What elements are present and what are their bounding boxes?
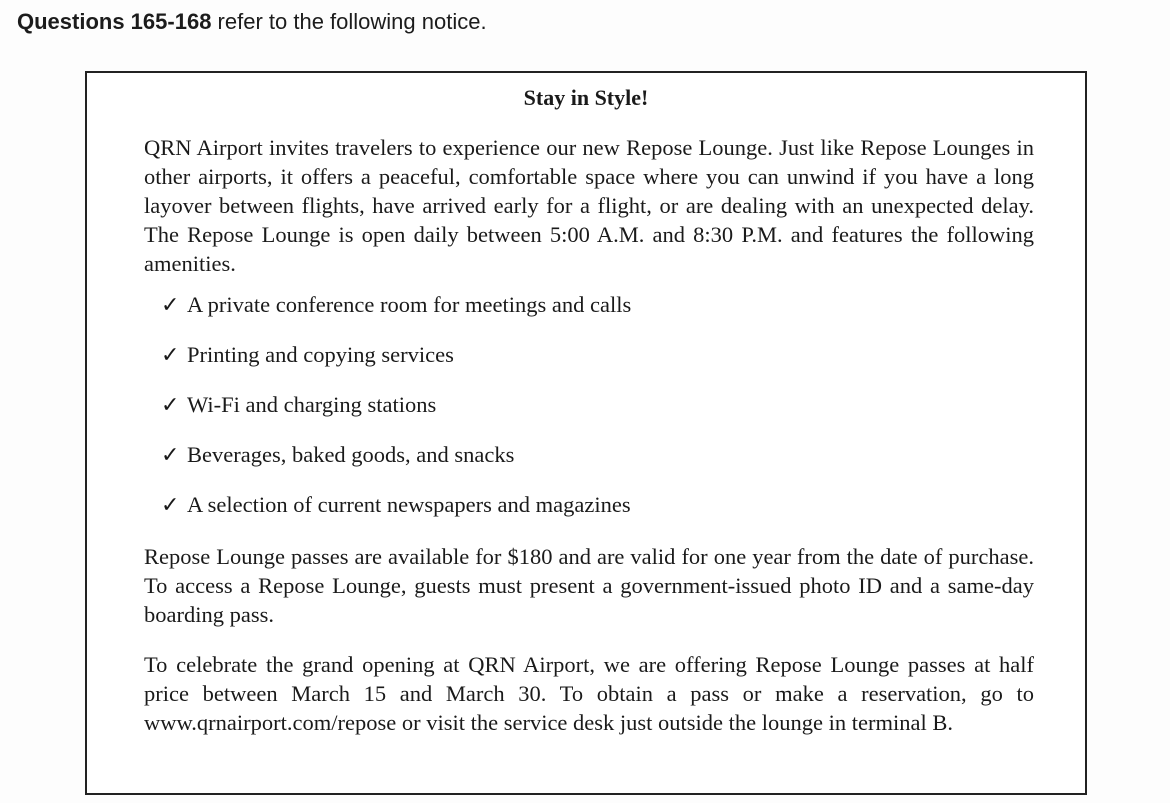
amenity-item <box>161 440 631 490</box>
notice-box <box>85 71 1087 795</box>
amenity-label: A private conference room for meetings and calls <box>187 292 632 317</box>
grand-opening-paragraph: To celebrate the grand opening at QRN Airport, we are offering Repose Lounge passes at half price between March 15 and March 30. To obtain a pass or make a reservation, go to www.qrnairport.com/repose or visit the service desk just outside the lounge in terminal B. <box>144 652 1034 735</box>
amenity-label: A selection of current newspapers and magazines <box>187 492 631 517</box>
question-range: Questions 165-168 <box>17 9 212 34</box>
checkmark-icon: ✓ <box>161 392 180 417</box>
question-instruction-text: refer to the following notice. <box>211 9 487 34</box>
intro-paragraph: QRN Airport invites travelers to experience our new Repose Lounge. Just like Repose Lounges in other airports, it offers a peaceful, comfortable space where you can unwind if you have a long layover between flights, have arrived early for a flight, or are dealing with an unexpected delay. The Repose Lounge is open daily between 5:00 A.M. and 8:30 P.M. and features the following amenities. <box>144 135 1034 276</box>
question-instruction <box>17 9 487 35</box>
amenity-item <box>161 390 631 440</box>
amenity-item <box>161 490 631 540</box>
checkmark-icon: ✓ <box>161 442 180 467</box>
amenity-label: Printing and copying services <box>187 342 454 367</box>
amenity-item <box>161 290 631 340</box>
checkmark-icon: ✓ <box>161 292 180 317</box>
amenity-label: Wi-Fi and charging stations <box>187 392 437 417</box>
passes-paragraph: Repose Lounge passes are available for $180 and are valid for one year from the date of purchase. To access a Repose Lounge, guests must present a government-issued photo ID and a same-day boarding pass. <box>144 544 1034 627</box>
checkmark-icon: ✓ <box>161 492 180 517</box>
checkmark-icon: ✓ <box>161 342 180 367</box>
notice-title: Stay in Style! <box>523 85 649 110</box>
amenity-label: Beverages, baked goods, and snacks <box>187 442 515 467</box>
amenity-item <box>161 340 631 390</box>
amenities-list <box>161 290 631 540</box>
